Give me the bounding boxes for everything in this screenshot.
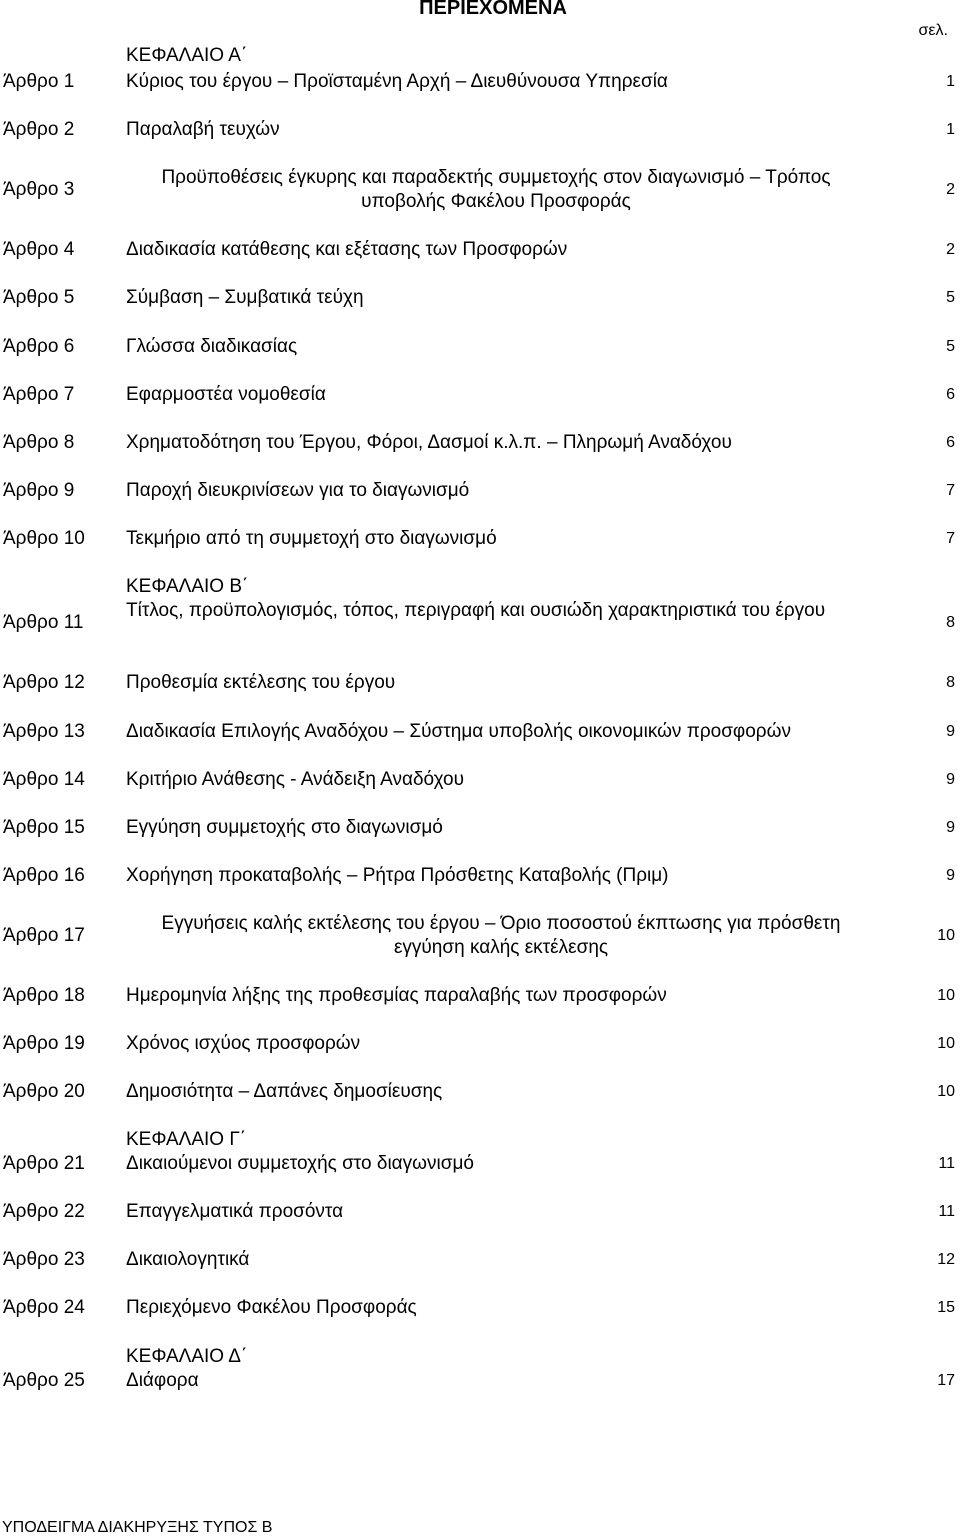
page-number: 2: [946, 181, 955, 198]
page-number: 8: [946, 674, 955, 691]
article-label: Άρθρο 18: [3, 985, 85, 1006]
article-label: Άρθρο 14: [3, 769, 85, 790]
article-title: Διαδικασία κατάθεσης και εξέτασης των Προσφορών: [126, 239, 568, 260]
page-number: 10: [937, 1083, 955, 1100]
chapter-heading-d: ΚΕΦΑΛΑΙΟ Δ΄: [126, 1346, 248, 1367]
article-label: Άρθρο 15: [3, 817, 85, 838]
article-title: Παροχή διευκρινίσεων για το διαγωνισμό: [126, 480, 470, 501]
page-number: 9: [946, 867, 955, 884]
article-title: Σύμβαση – Συμβατικά τεύχη: [126, 287, 364, 308]
page-number: 9: [946, 723, 955, 740]
article-label: Άρθρο 3: [3, 179, 75, 200]
article-label: Άρθρο 12: [3, 672, 85, 693]
article-title: Εφαρμοστέα νομοθεσία: [126, 384, 326, 405]
article-label: Άρθρο 2: [3, 119, 75, 140]
page-number: 15: [937, 1299, 955, 1316]
article-title: Επαγγελματικά προσόντα: [126, 1201, 344, 1222]
article-label: Άρθρο 17: [3, 925, 85, 946]
article-title: Χρόνος ισχύος προσφορών: [126, 1033, 361, 1054]
article-label: Άρθρο 7: [3, 384, 75, 405]
page-number: 11: [938, 1155, 955, 1172]
page-number: 17: [937, 1372, 955, 1389]
page-number: 2: [946, 241, 955, 258]
page-number: 7: [946, 530, 955, 547]
article-label: Άρθρο 23: [3, 1249, 85, 1270]
article-title: Ημερομηνία λήξης της προθεσμίας παραλαβής των προσφορών: [126, 985, 667, 1006]
page-number: 6: [946, 434, 955, 451]
article-label: Άρθρο 5: [3, 287, 75, 308]
article-title: Διαδικασία Επιλογής Αναδόχου – Σύστημα υποβολής οικονομικών προσφορών: [126, 721, 791, 742]
page-number: 12: [937, 1251, 955, 1268]
article-title: Περιεχόμενο Φακέλου Προσφοράς: [126, 1297, 417, 1318]
article-title: Εγγύηση συμμετοχής στο διαγωνισμό: [126, 817, 443, 838]
page-footer: ΥΠΟΔΕΙΓΜΑ ΔΙΑΚΗΡΥΞΗΣ ΤΥΠΟΣ Β: [2, 1519, 273, 1536]
page-number: 9: [946, 819, 955, 836]
article-label: Άρθρο 19: [3, 1033, 85, 1054]
page-number: 10: [937, 987, 955, 1004]
article-label: Άρθρο 22: [3, 1201, 85, 1222]
page-number: 9: [946, 771, 955, 788]
chapter-heading-a: ΚΕΦΑΛΑΙΟ Α΄: [126, 45, 248, 66]
article-label: Άρθρο 8: [3, 432, 75, 453]
article-label: Άρθρο 24: [3, 1297, 85, 1318]
article-title: Τεκμήριο από τη συμμετοχή στο διαγωνισμό: [126, 528, 497, 549]
article-label: Άρθρο 4: [3, 239, 75, 260]
article-title: Κύριος του έργου – Προϊσταμένη Αρχή – Διευθύνουσα Υπηρεσία: [126, 71, 668, 92]
page-number: 10: [937, 1035, 955, 1052]
page-number: 1: [946, 121, 955, 138]
article-title: Εγγυήσεις καλής εκτέλεσης του έργου – Όριο ποσοστού έκπτωσης για πρόσθετη εγγύηση καλής εκτέλεσης: [161, 913, 841, 958]
article-title: Δικαιούμενοι συμμετοχής στο διαγωνισμό: [126, 1153, 474, 1174]
page-number: 8: [946, 614, 955, 631]
article-label: Άρθρο 6: [3, 336, 75, 357]
article-label: Άρθρο 11: [3, 612, 84, 633]
page-number: 10: [937, 927, 955, 944]
page-number: 11: [938, 1203, 955, 1220]
page-column-header: σελ.: [918, 22, 948, 39]
article-title: Δικαιολογητικά: [126, 1249, 250, 1270]
article-title: Προθεσμία εκτέλεσης του έργου: [126, 672, 396, 693]
article-label: Άρθρο 1: [3, 71, 75, 92]
article-title: Γλώσσα διαδικασίας: [126, 336, 298, 357]
article-label: Άρθρο 9: [3, 480, 75, 501]
chapter-heading-c: ΚΕΦΑΛΑΙΟ Γ΄: [126, 1129, 247, 1150]
page-number: 5: [946, 338, 955, 355]
article-label: Άρθρο 21: [3, 1153, 85, 1174]
article-title: Παραλαβή τευχών: [126, 119, 280, 140]
article-label: Άρθρο 16: [3, 865, 85, 886]
page-number: 5: [946, 289, 955, 306]
page-title: ΠΕΡΙΕΧΟΜΕΝΑ: [419, 0, 567, 19]
article-label: Άρθρο 10: [3, 528, 85, 549]
page-number: 7: [946, 482, 955, 499]
article-label: Άρθρο 20: [3, 1081, 85, 1102]
article-label: Άρθρο 13: [3, 721, 85, 742]
chapter-heading-b: ΚΕΦΑΛΑΙΟ Β΄: [126, 576, 249, 597]
article-title: Τίτλος, προϋπολογισμός, τόπος, περιγραφή και ουσιώδη χαρακτηριστικά του έργου: [126, 600, 826, 621]
article-title: Διάφορα: [126, 1370, 199, 1391]
article-title: Χορήγηση προκαταβολής – Ρήτρα Πρόσθετης Καταβολής (Πριμ): [126, 865, 669, 886]
article-title: Κριτήριο Ανάθεσης - Ανάδειξη Αναδόχου: [126, 769, 464, 790]
article-title: Προϋποθέσεις έγκυρης και παραδεκτής συμμετοχής στον διαγωνισμό – Τρόπος υποβολής Φακέλου Προσφοράς: [161, 167, 831, 212]
article-label: Άρθρο 25: [3, 1370, 85, 1391]
page-number: 6: [946, 386, 955, 403]
page-number: 1: [946, 73, 955, 90]
article-title: Δημοσιότητα – Δαπάνες δημοσίευσης: [126, 1081, 443, 1102]
article-title: Χρηματοδότηση του Έργου, Φόροι, Δασμοί κ.λ.π. – Πληρωμή Αναδόχου: [126, 432, 732, 453]
